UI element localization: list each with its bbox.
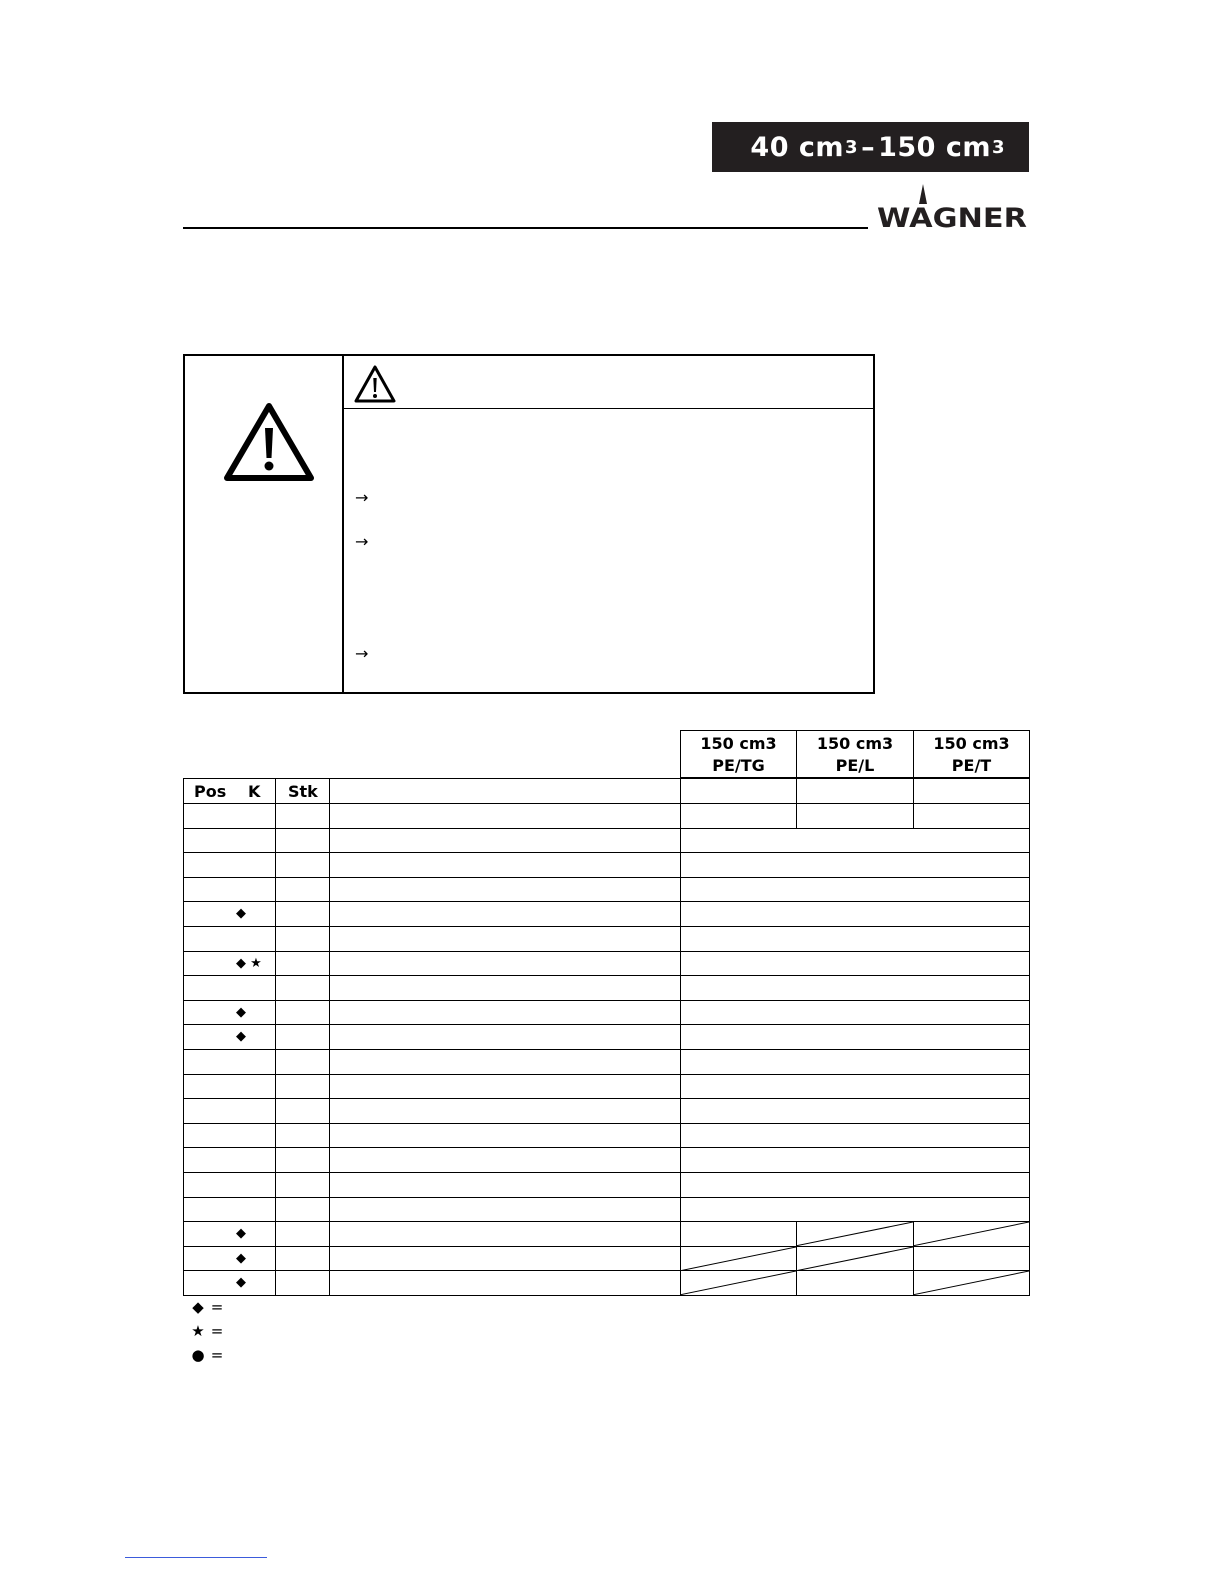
legend-item bbox=[190, 1346, 223, 1364]
table-row bbox=[183, 975, 1030, 1000]
variant-cell bbox=[796, 803, 913, 828]
table-row bbox=[183, 1246, 1030, 1271]
column-header-pe-tg bbox=[680, 730, 797, 778]
stk-cell bbox=[275, 1000, 329, 1025]
variant-merged-cell bbox=[680, 975, 1030, 1000]
stk-cell bbox=[275, 951, 329, 976]
table-row bbox=[183, 951, 1030, 976]
table-header-row bbox=[183, 778, 1030, 803]
description-cell bbox=[329, 1147, 680, 1172]
variant-cell bbox=[796, 1221, 913, 1246]
slash-line bbox=[914, 1222, 1029, 1246]
table-row bbox=[183, 1000, 1030, 1025]
table-row bbox=[183, 926, 1030, 951]
variant-cell bbox=[680, 1221, 796, 1246]
table-row bbox=[183, 1172, 1030, 1197]
stk-cell bbox=[275, 1074, 329, 1099]
pos-k-cell bbox=[183, 951, 275, 976]
pos-k-cell bbox=[183, 901, 275, 926]
warning-arrow-2: → bbox=[355, 532, 369, 551]
warning-triangle-icon bbox=[223, 402, 315, 482]
pos-k-cell bbox=[183, 877, 275, 902]
table-row bbox=[183, 1123, 1030, 1148]
legend-text: = bbox=[210, 1346, 224, 1364]
slash-line bbox=[681, 1271, 796, 1295]
stk-cell bbox=[275, 1172, 329, 1197]
kit-marker: ◆ bbox=[236, 1250, 246, 1266]
title-sup2: 3 bbox=[991, 136, 1005, 158]
logo-wordmark: WAGNER bbox=[877, 203, 1028, 230]
kit-marker: ◆ ★ bbox=[236, 955, 262, 971]
table-row bbox=[183, 901, 1030, 926]
pos-k-cell bbox=[183, 852, 275, 877]
pos-header: Pos bbox=[194, 782, 227, 801]
description-cell bbox=[329, 877, 680, 902]
kit-marker: ◆ bbox=[236, 906, 246, 922]
stk-cell bbox=[275, 1049, 329, 1074]
legend-item bbox=[190, 1322, 223, 1340]
column-header-line1: 150 cm3 bbox=[933, 734, 1010, 753]
legend-text: = bbox=[210, 1298, 224, 1316]
title-part2: 150 cm bbox=[878, 131, 991, 163]
column-header-pe-l bbox=[796, 730, 914, 778]
variant-cell bbox=[913, 803, 1030, 828]
table-row bbox=[183, 852, 1030, 877]
kit-marker: ◆ bbox=[236, 1004, 246, 1020]
stk-cell bbox=[275, 901, 329, 926]
pos-k-cell bbox=[183, 1024, 275, 1049]
column-header-line1: 150 cm3 bbox=[816, 734, 894, 753]
description-cell bbox=[329, 1024, 680, 1049]
title-part1: 40 cm bbox=[750, 131, 845, 163]
variant-merged-cell bbox=[680, 1024, 1030, 1049]
stk-cell bbox=[275, 1024, 329, 1049]
header-rule bbox=[183, 227, 868, 229]
not-applicable-slash bbox=[914, 1222, 1029, 1246]
pos-k-cell bbox=[183, 1000, 275, 1025]
warning-small-icon bbox=[353, 364, 397, 404]
variant-merged-cell bbox=[680, 1098, 1030, 1123]
variant-merged-cell bbox=[680, 1123, 1030, 1148]
stk-cell bbox=[275, 828, 329, 853]
variant-cell bbox=[913, 1221, 1030, 1246]
stk-cell bbox=[275, 803, 329, 828]
table-row bbox=[183, 1074, 1030, 1099]
pos-k-cell bbox=[183, 1270, 275, 1295]
column-header-line2: PE/L bbox=[835, 756, 875, 775]
table-row bbox=[183, 828, 1030, 853]
pos-k-cell bbox=[183, 1197, 275, 1222]
title-sup1: 3 bbox=[845, 136, 859, 158]
legend-symbol-dot: ● bbox=[191, 1346, 205, 1364]
stk-header-cell bbox=[275, 778, 329, 803]
variant-header-cell bbox=[680, 778, 796, 803]
volume-range-badge bbox=[712, 122, 1029, 172]
legend-text: = bbox=[210, 1322, 224, 1340]
pos-k-cell bbox=[183, 1172, 275, 1197]
stk-header: Stk bbox=[288, 782, 318, 801]
description-cell bbox=[329, 1246, 680, 1271]
not-applicable-slash bbox=[681, 1247, 796, 1271]
not-applicable-slash bbox=[797, 1247, 913, 1271]
slash-line bbox=[681, 1247, 796, 1271]
table-row bbox=[183, 1221, 1030, 1246]
description-cell bbox=[329, 1074, 680, 1099]
description-cell bbox=[329, 1270, 680, 1295]
kit-marker: ◆ bbox=[236, 1029, 246, 1045]
description-cell bbox=[329, 852, 680, 877]
slash-line bbox=[797, 1222, 913, 1246]
stk-cell bbox=[275, 1098, 329, 1123]
variant-merged-cell bbox=[680, 901, 1030, 926]
stk-cell bbox=[275, 1123, 329, 1148]
stk-cell bbox=[275, 926, 329, 951]
variant-cell bbox=[913, 1270, 1030, 1295]
pos-k-cell bbox=[183, 975, 275, 1000]
table-row bbox=[183, 1197, 1030, 1222]
stk-cell bbox=[275, 1197, 329, 1222]
legend-symbol-diamond: ◆ bbox=[192, 1298, 204, 1316]
stk-cell bbox=[275, 1270, 329, 1295]
stk-cell bbox=[275, 877, 329, 902]
column-header-pe-t bbox=[913, 730, 1030, 778]
table-bottom-rule bbox=[183, 1295, 1030, 1296]
kit-marker: ◆ bbox=[236, 1226, 246, 1242]
pos-k-cell bbox=[183, 828, 275, 853]
table-row bbox=[183, 1049, 1030, 1074]
pos-k-cell bbox=[183, 1049, 275, 1074]
logo-spray-mark bbox=[919, 184, 927, 204]
stk-cell bbox=[275, 1221, 329, 1246]
title-dash: – bbox=[861, 131, 876, 163]
warning-icon-panel bbox=[185, 356, 344, 692]
variant-cell bbox=[680, 1270, 796, 1295]
variant-merged-cell bbox=[680, 1000, 1030, 1025]
kit-marker: ◆ bbox=[236, 1275, 246, 1291]
not-applicable-slash bbox=[914, 1271, 1029, 1295]
variant-merged-cell bbox=[680, 951, 1030, 976]
warning-arrow-3: → bbox=[355, 644, 369, 663]
description-cell bbox=[329, 1197, 680, 1222]
variant-merged-cell bbox=[680, 926, 1030, 951]
legend-item bbox=[190, 1298, 223, 1316]
footer-link-underline[interactable] bbox=[125, 1557, 267, 1558]
pos-k-cell bbox=[183, 1123, 275, 1148]
variant-merged-cell bbox=[680, 1197, 1030, 1222]
variant-merged-cell bbox=[680, 1172, 1030, 1197]
table-row bbox=[183, 1098, 1030, 1123]
warning-box bbox=[183, 354, 875, 694]
not-applicable-slash bbox=[681, 1271, 796, 1295]
slash-line bbox=[914, 1271, 1029, 1295]
warning-arrow-1: → bbox=[355, 488, 369, 507]
pos-k-cell bbox=[183, 1074, 275, 1099]
variant-merged-cell bbox=[680, 877, 1030, 902]
slash-line bbox=[797, 1247, 913, 1271]
stk-cell bbox=[275, 975, 329, 1000]
variant-cell bbox=[796, 1270, 913, 1295]
stk-cell bbox=[275, 1147, 329, 1172]
variant-merged-cell bbox=[680, 1049, 1030, 1074]
stk-cell bbox=[275, 1246, 329, 1271]
variant-cell bbox=[796, 1246, 913, 1271]
table-row bbox=[183, 1270, 1030, 1295]
variant-cell bbox=[680, 1246, 796, 1271]
variant-cell bbox=[913, 1246, 1030, 1271]
description-cell bbox=[329, 1000, 680, 1025]
description-cell bbox=[329, 803, 680, 828]
pos-k-cell bbox=[183, 1147, 275, 1172]
pos-k-cell bbox=[183, 1098, 275, 1123]
pos-k-header-cell bbox=[183, 778, 275, 803]
wagner-logo bbox=[876, 182, 1028, 230]
description-cell bbox=[329, 926, 680, 951]
k-header: K bbox=[248, 782, 261, 801]
variant-cell bbox=[680, 803, 796, 828]
variant-merged-cell bbox=[680, 852, 1030, 877]
column-header-line2: PE/T bbox=[951, 756, 992, 775]
legend-symbol-star: ★ bbox=[191, 1322, 205, 1340]
column-header-line1: 150 cm3 bbox=[700, 734, 777, 753]
pos-k-cell bbox=[183, 803, 275, 828]
not-applicable-slash bbox=[797, 1222, 913, 1246]
variant-merged-cell bbox=[680, 828, 1030, 853]
variant-header-cell bbox=[796, 778, 913, 803]
table-row bbox=[183, 803, 1030, 828]
variant-merged-cell bbox=[680, 1074, 1030, 1099]
description-cell bbox=[329, 901, 680, 926]
description-cell bbox=[329, 1221, 680, 1246]
description-cell bbox=[329, 1123, 680, 1148]
description-cell bbox=[329, 1098, 680, 1123]
column-header-line2: PE/TG bbox=[712, 756, 765, 775]
variant-merged-cell bbox=[680, 1147, 1030, 1172]
description-cell bbox=[329, 1172, 680, 1197]
table-row bbox=[183, 1024, 1030, 1049]
variant-header-cell bbox=[913, 778, 1030, 803]
pos-k-cell bbox=[183, 926, 275, 951]
description-header-cell bbox=[329, 778, 680, 803]
table-row bbox=[183, 1147, 1030, 1172]
pos-k-cell bbox=[183, 1221, 275, 1246]
pos-k-cell bbox=[183, 1246, 275, 1271]
stk-cell bbox=[275, 852, 329, 877]
description-cell bbox=[329, 975, 680, 1000]
description-cell bbox=[329, 828, 680, 853]
description-cell bbox=[329, 951, 680, 976]
description-cell bbox=[329, 1049, 680, 1074]
warning-heading bbox=[344, 356, 873, 409]
table-row bbox=[183, 877, 1030, 902]
